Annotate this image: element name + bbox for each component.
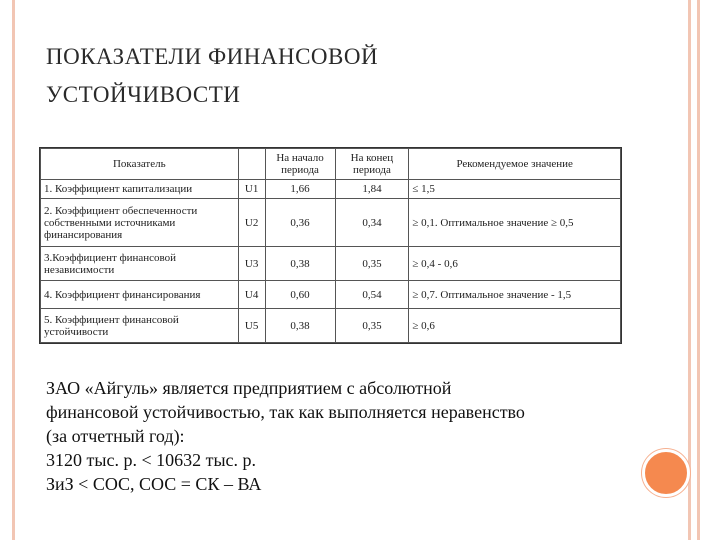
row-end: 0,54 (335, 280, 409, 309)
row-code: U1 (238, 180, 265, 199)
left-border-line (12, 0, 15, 540)
row-start: 0,60 (265, 280, 335, 309)
row-recommended: ≥ 0,6 (409, 309, 621, 343)
row-indicator: 1. Коэффициент капитализации (41, 180, 239, 199)
row-start: 0,36 (265, 199, 335, 247)
conclusion-line-1: ЗАО «Айгуль» является предприятием с абсолютной (46, 378, 452, 398)
row-recommended: ≥ 0,1. Оптимальное значение ≥ 0,5 (409, 199, 621, 247)
right-border-line-inner (697, 0, 700, 540)
table-row (41, 199, 621, 247)
row-indicator: 5. Коэффициент финансовой устойчивости (41, 309, 239, 343)
conclusion-line-2: финансовой устойчивостью, так как выполняется неравенство (46, 402, 525, 422)
decorative-circle (642, 449, 690, 497)
indicators-table (40, 148, 621, 343)
row-end: 0,34 (335, 199, 409, 247)
header-end: На конец периода (335, 149, 409, 180)
conclusion-line-4: 3120 тыс. р. < 10632 тыс. р. (46, 450, 257, 470)
row-code: U2 (238, 199, 265, 247)
row-start: 0,38 (265, 247, 335, 281)
header-recommended: Рекомендуемое значение (409, 149, 621, 180)
conclusion-text (46, 376, 656, 496)
row-start: 1,66 (265, 180, 335, 199)
header-indicator: Показатель (41, 149, 239, 180)
row-recommended: ≥ 0,4 - 0,6 (409, 247, 621, 281)
row-end: 0,35 (335, 309, 409, 343)
row-end: 1,84 (335, 180, 409, 199)
row-code: U3 (238, 247, 265, 281)
row-indicator: 2. Коэффициент обеспеченности собственными источниками финансирования (41, 199, 239, 247)
row-start: 0,38 (265, 309, 335, 343)
row-indicator: 3.Коэффициент финансовой независимости (41, 247, 239, 281)
indicators-table-frame (39, 147, 622, 344)
table-header-row (41, 149, 621, 180)
right-border-line-outer (688, 0, 691, 540)
row-code: U5 (238, 309, 265, 343)
conclusion-line-3: (за отчетный год): (46, 426, 185, 446)
row-recommended: ≤ 1,5 (409, 180, 621, 199)
slide-title-line-2: УСТОЙЧИВОСТИ (46, 82, 241, 107)
conclusion-line-5: ЗиЗ < СОС, СОС = СК – ВА (46, 474, 262, 494)
row-end: 0,35 (335, 247, 409, 281)
slide-title (46, 38, 606, 114)
row-recommended: ≥ 0,7. Оптимальное значение - 1,5 (409, 280, 621, 309)
table-row (41, 247, 621, 281)
row-indicator: 4. Коэффициент финансирования (41, 280, 239, 309)
table-row (41, 309, 621, 343)
table-row (41, 180, 621, 199)
table-row (41, 280, 621, 309)
row-code: U4 (238, 280, 265, 309)
slide-title-line-1: ПОКАЗАТЕЛИ ФИНАНСОВОЙ (46, 44, 379, 69)
header-start: На начало периода (265, 149, 335, 180)
header-code (238, 149, 265, 180)
